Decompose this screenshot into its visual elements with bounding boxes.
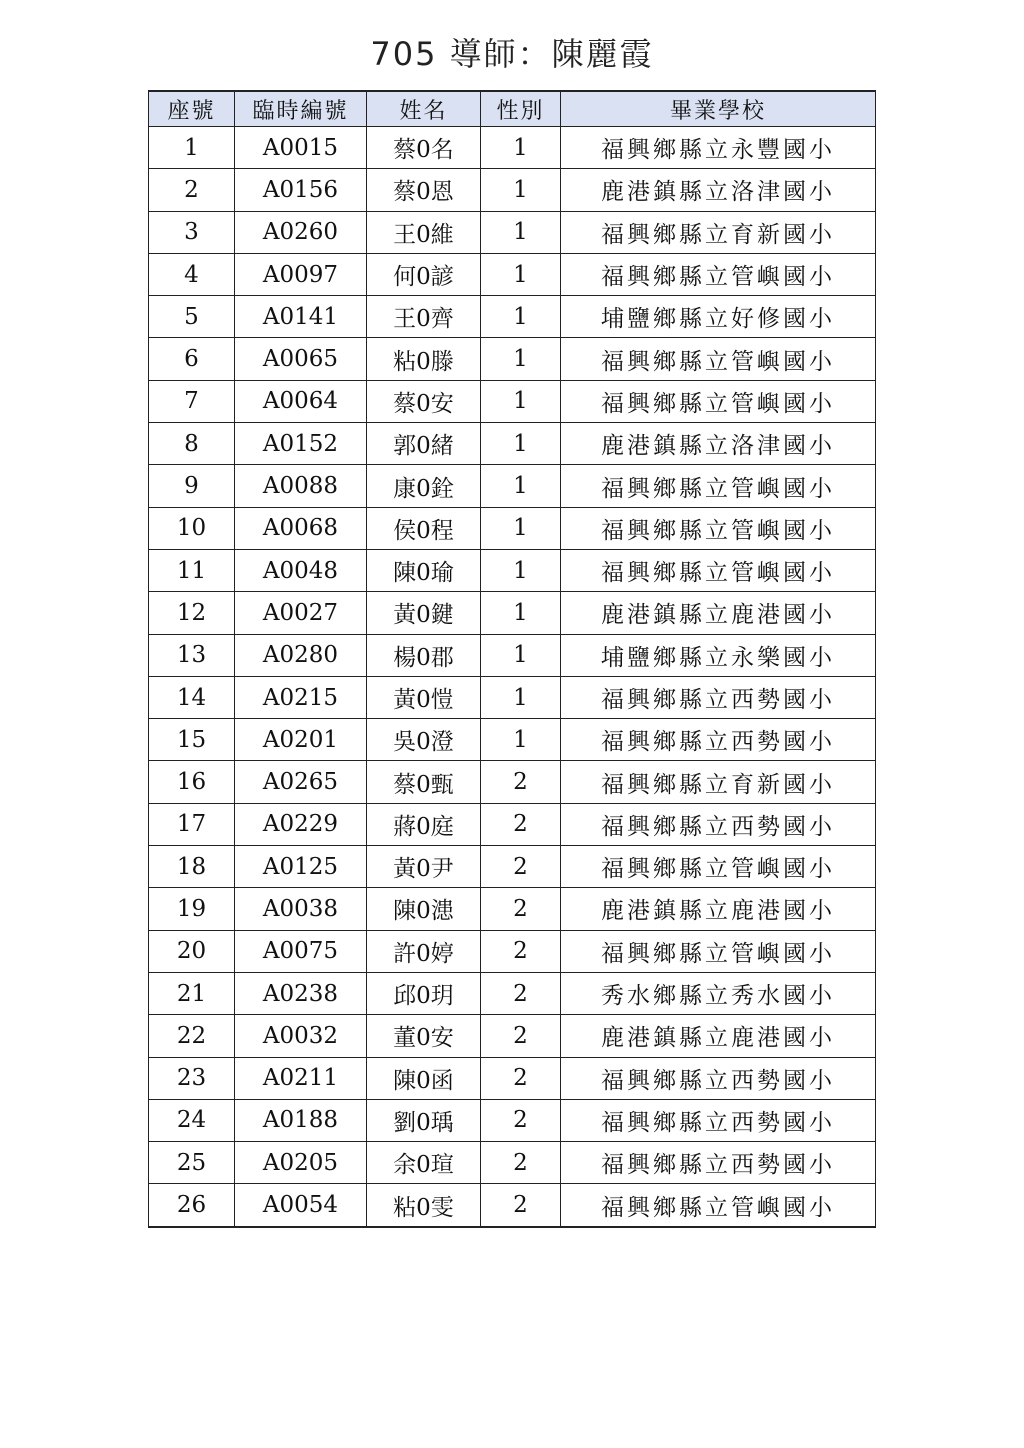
seat-number-cell: 21 <box>149 972 235 1014</box>
temp-id-cell: A0141 <box>235 296 367 338</box>
temp-id-cell: A0211 <box>235 1057 367 1099</box>
school-cell: 福興鄉縣立管嶼國小 <box>561 930 876 972</box>
table-row <box>149 719 876 761</box>
table-row <box>149 296 876 338</box>
table-row <box>149 888 876 930</box>
student-name-cell: 王0齊 <box>367 296 481 338</box>
seat-number-cell: 8 <box>149 423 235 465</box>
gender-cell: 1 <box>481 423 561 465</box>
student-name-cell: 何0諺 <box>367 253 481 295</box>
temp-id-cell: A0054 <box>235 1184 367 1227</box>
seat-number-cell: 19 <box>149 888 235 930</box>
gender-cell: 2 <box>481 846 561 888</box>
student-name-cell: 陳0漶 <box>367 888 481 930</box>
seat-number-cell: 5 <box>149 296 235 338</box>
temp-id-cell: A0032 <box>235 1015 367 1057</box>
gender-cell: 2 <box>481 930 561 972</box>
gender-cell: 1 <box>481 169 561 211</box>
temp-id-cell: A0238 <box>235 972 367 1014</box>
student-name-cell: 蔡0安 <box>367 380 481 422</box>
seat-number-cell: 18 <box>149 846 235 888</box>
header-seat-number: 座號 <box>149 91 235 127</box>
table-row <box>149 1099 876 1141</box>
student-name-cell: 陳0函 <box>367 1057 481 1099</box>
student-name-cell: 蔡0甄 <box>367 761 481 803</box>
gender-cell: 2 <box>481 761 561 803</box>
student-name-cell: 蔣0庭 <box>367 803 481 845</box>
school-cell: 福興鄉縣立管嶼國小 <box>561 507 876 549</box>
table-row <box>149 423 876 465</box>
table-row <box>149 169 876 211</box>
gender-cell: 1 <box>481 253 561 295</box>
gender-cell: 1 <box>481 211 561 253</box>
temp-id-cell: A0088 <box>235 465 367 507</box>
seat-number-cell: 3 <box>149 211 235 253</box>
header-temp-id: 臨時編號 <box>235 91 367 127</box>
seat-number-cell: 11 <box>149 549 235 591</box>
table-header-row <box>149 91 876 127</box>
student-name-cell: 康0銓 <box>367 465 481 507</box>
table-row <box>149 803 876 845</box>
seat-number-cell: 23 <box>149 1057 235 1099</box>
table-row <box>149 380 876 422</box>
temp-id-cell: A0201 <box>235 719 367 761</box>
student-name-cell: 黃0鍵 <box>367 592 481 634</box>
gender-cell: 2 <box>481 972 561 1014</box>
seat-number-cell: 26 <box>149 1184 235 1227</box>
seat-number-cell: 16 <box>149 761 235 803</box>
temp-id-cell: A0064 <box>235 380 367 422</box>
gender-cell: 2 <box>481 1099 561 1141</box>
temp-id-cell: A0260 <box>235 211 367 253</box>
student-name-cell: 劉0瑀 <box>367 1099 481 1141</box>
seat-number-cell: 4 <box>149 253 235 295</box>
gender-cell: 2 <box>481 803 561 845</box>
table-row <box>149 1142 876 1184</box>
temp-id-cell: A0205 <box>235 1142 367 1184</box>
student-name-cell: 許0婷 <box>367 930 481 972</box>
table-body <box>149 127 876 1227</box>
table-row <box>149 761 876 803</box>
student-name-cell: 黃0愷 <box>367 676 481 718</box>
seat-number-cell: 15 <box>149 719 235 761</box>
gender-cell: 1 <box>481 719 561 761</box>
student-name-cell: 余0瑄 <box>367 1142 481 1184</box>
school-cell: 埔鹽鄉縣立好修國小 <box>561 296 876 338</box>
school-cell: 福興鄉縣立管嶼國小 <box>561 549 876 591</box>
seat-number-cell: 17 <box>149 803 235 845</box>
seat-number-cell: 7 <box>149 380 235 422</box>
school-cell: 福興鄉縣立西勢國小 <box>561 803 876 845</box>
student-name-cell: 粘0滕 <box>367 338 481 380</box>
gender-cell: 1 <box>481 676 561 718</box>
seat-number-cell: 12 <box>149 592 235 634</box>
seat-number-cell: 22 <box>149 1015 235 1057</box>
student-name-cell: 粘0雯 <box>367 1184 481 1227</box>
student-name-cell: 楊0郡 <box>367 634 481 676</box>
school-cell: 鹿港鎮縣立洛津國小 <box>561 169 876 211</box>
table-row <box>149 549 876 591</box>
table-row <box>149 1057 876 1099</box>
school-cell: 埔鹽鄉縣立永樂國小 <box>561 634 876 676</box>
seat-number-cell: 24 <box>149 1099 235 1141</box>
temp-id-cell: A0065 <box>235 338 367 380</box>
temp-id-cell: A0075 <box>235 930 367 972</box>
table-row <box>149 127 876 169</box>
gender-cell: 1 <box>481 507 561 549</box>
student-name-cell: 邱0玥 <box>367 972 481 1014</box>
class-roster-table <box>148 90 876 1228</box>
student-name-cell: 董0安 <box>367 1015 481 1057</box>
student-name-cell: 吳0澄 <box>367 719 481 761</box>
temp-id-cell: A0280 <box>235 634 367 676</box>
table-row <box>149 972 876 1014</box>
header-gender: 性別 <box>481 91 561 127</box>
school-cell: 鹿港鎮縣立鹿港國小 <box>561 1015 876 1057</box>
school-cell: 鹿港鎮縣立洛津國小 <box>561 423 876 465</box>
table-row <box>149 676 876 718</box>
temp-id-cell: A0015 <box>235 127 367 169</box>
student-name-cell: 王0維 <box>367 211 481 253</box>
gender-cell: 2 <box>481 1184 561 1227</box>
seat-number-cell: 14 <box>149 676 235 718</box>
temp-id-cell: A0152 <box>235 423 367 465</box>
seat-number-cell: 20 <box>149 930 235 972</box>
gender-cell: 2 <box>481 1057 561 1099</box>
school-cell: 福興鄉縣立管嶼國小 <box>561 465 876 507</box>
temp-id-cell: A0125 <box>235 846 367 888</box>
header-school: 畢業學校 <box>561 91 876 127</box>
school-cell: 福興鄉縣立西勢國小 <box>561 1099 876 1141</box>
table-row <box>149 253 876 295</box>
gender-cell: 1 <box>481 338 561 380</box>
temp-id-cell: A0068 <box>235 507 367 549</box>
table-row <box>149 338 876 380</box>
table-row <box>149 465 876 507</box>
school-cell: 福興鄉縣立管嶼國小 <box>561 380 876 422</box>
seat-number-cell: 6 <box>149 338 235 380</box>
school-cell: 福興鄉縣立永豐國小 <box>561 127 876 169</box>
school-cell: 福興鄉縣立西勢國小 <box>561 719 876 761</box>
table-row <box>149 846 876 888</box>
gender-cell: 1 <box>481 465 561 507</box>
table-row <box>149 507 876 549</box>
table-row <box>149 930 876 972</box>
temp-id-cell: A0188 <box>235 1099 367 1141</box>
temp-id-cell: A0027 <box>235 592 367 634</box>
gender-cell: 2 <box>481 888 561 930</box>
school-cell: 福興鄉縣立育新國小 <box>561 761 876 803</box>
gender-cell: 1 <box>481 549 561 591</box>
student-name-cell: 黃0尹 <box>367 846 481 888</box>
header-name: 姓名 <box>367 91 481 127</box>
student-name-cell: 蔡0恩 <box>367 169 481 211</box>
school-cell: 福興鄉縣立管嶼國小 <box>561 846 876 888</box>
seat-number-cell: 9 <box>149 465 235 507</box>
school-cell: 福興鄉縣立西勢國小 <box>561 676 876 718</box>
table-row <box>149 211 876 253</box>
temp-id-cell: A0048 <box>235 549 367 591</box>
gender-cell: 1 <box>481 634 561 676</box>
temp-id-cell: A0097 <box>235 253 367 295</box>
seat-number-cell: 1 <box>149 127 235 169</box>
school-cell: 福興鄉縣立育新國小 <box>561 211 876 253</box>
school-cell: 福興鄉縣立管嶼國小 <box>561 253 876 295</box>
student-name-cell: 陳0瑜 <box>367 549 481 591</box>
gender-cell: 1 <box>481 127 561 169</box>
seat-number-cell: 2 <box>149 169 235 211</box>
gender-cell: 2 <box>481 1015 561 1057</box>
table-row <box>149 1184 876 1227</box>
table-row <box>149 592 876 634</box>
school-cell: 福興鄉縣立管嶼國小 <box>561 338 876 380</box>
temp-id-cell: A0156 <box>235 169 367 211</box>
school-cell: 鹿港鎮縣立鹿港國小 <box>561 888 876 930</box>
school-cell: 福興鄉縣立西勢國小 <box>561 1142 876 1184</box>
seat-number-cell: 25 <box>149 1142 235 1184</box>
temp-id-cell: A0265 <box>235 761 367 803</box>
temp-id-cell: A0229 <box>235 803 367 845</box>
gender-cell: 1 <box>481 380 561 422</box>
temp-id-cell: A0215 <box>235 676 367 718</box>
page-title: 705 導師：陳麗霞 <box>370 35 654 73</box>
temp-id-cell: A0038 <box>235 888 367 930</box>
school-cell: 福興鄉縣立管嶼國小 <box>561 1184 876 1227</box>
student-name-cell: 郭0緒 <box>367 423 481 465</box>
gender-cell: 2 <box>481 1142 561 1184</box>
student-name-cell: 蔡0名 <box>367 127 481 169</box>
table-row <box>149 634 876 676</box>
gender-cell: 1 <box>481 592 561 634</box>
table-row <box>149 1015 876 1057</box>
seat-number-cell: 10 <box>149 507 235 549</box>
school-cell: 鹿港鎮縣立鹿港國小 <box>561 592 876 634</box>
school-cell: 福興鄉縣立西勢國小 <box>561 1057 876 1099</box>
gender-cell: 1 <box>481 296 561 338</box>
seat-number-cell: 13 <box>149 634 235 676</box>
student-name-cell: 侯0程 <box>367 507 481 549</box>
school-cell: 秀水鄉縣立秀水國小 <box>561 972 876 1014</box>
